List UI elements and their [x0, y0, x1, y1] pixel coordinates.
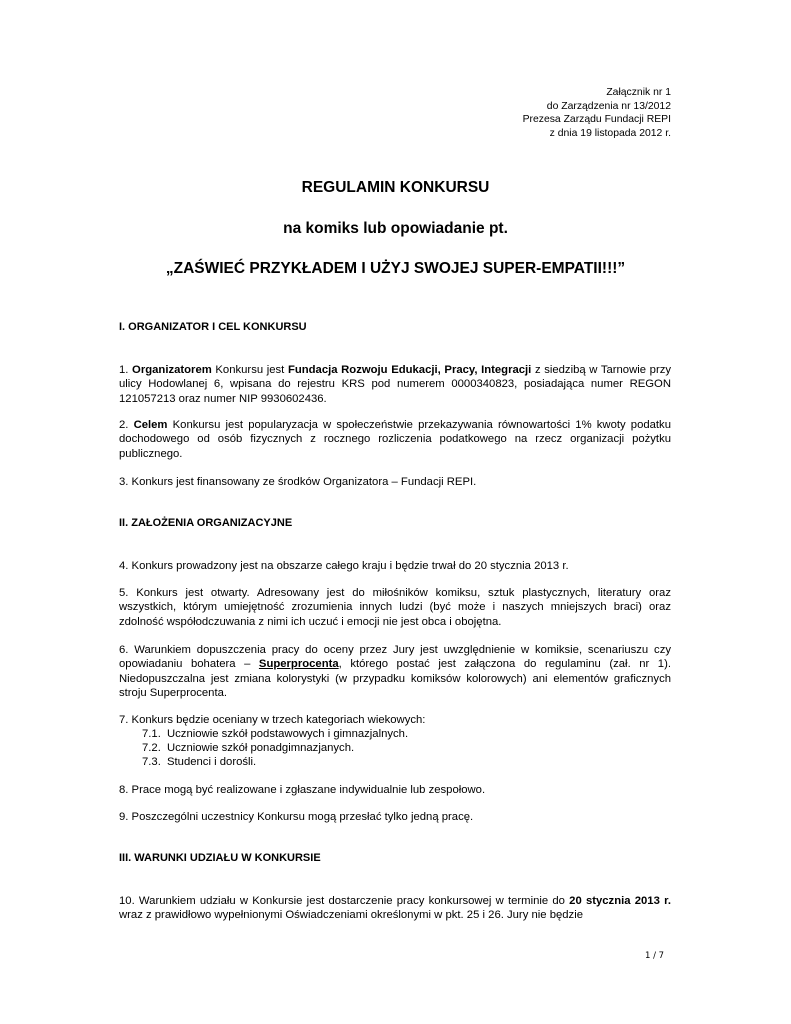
document-subtitle: na komiks lub opowiadanie pt. [283, 220, 508, 237]
list-item-text: Uczniowie szkół podstawowych i gimnazjalnych. [167, 728, 409, 740]
list-item [142, 727, 408, 741]
list-item-text: Uczniowie szkół ponadgimnazjanych. [167, 742, 355, 754]
section-heading-organization: II. ZAŁOŻENIA ORGANIZACYJNE [119, 517, 293, 529]
list-item [142, 755, 408, 769]
paragraph-2 [119, 418, 671, 461]
bold-text: Celem [133, 419, 168, 431]
text: Konkursu jest [211, 364, 288, 376]
text: 2. [119, 419, 134, 431]
age-category-list [142, 727, 408, 769]
paragraph-1 [119, 363, 671, 406]
text: 6. Warunkiem dopuszczenia pracy do oceny przez Jury jest uwzględnienie w komiksie, scenariuszu czy opowiadaniu bohatera – [119, 644, 671, 671]
list-item [142, 741, 408, 755]
paragraph-7: 7. Konkurs będzie oceniany w trzech kategoriach wiekowych: [119, 714, 426, 726]
paragraph-4: 4. Konkurs prowadzony jest na obszarze całego kraju i będzie trwał do 20 stycznia 2013 r. [119, 560, 569, 572]
text: z siedzibą w Tarnowie przy ulicy Hodowlanej 6, wpisana do rejestru KRS pod numerem 0000340823, posiadająca numer REGON 121057213 oraz numer NIP 9930602436. [119, 364, 672, 405]
header-line: Prezesa Zarządu Fundacji REPI [522, 114, 671, 126]
superprocent-name: Superprocenta [258, 658, 339, 671]
list-item-number: 7.2. [142, 742, 161, 754]
header-line: z dnia 19 listopada 2012 r. [549, 127, 671, 139]
text: 10. Warunkiem udziału w Konkursie jest dostarczenie pracy konkursowej w terminie do [119, 895, 570, 907]
bold-text: 20 stycznia 2013 r. [569, 895, 671, 907]
header-line: Załącznik nr 1 [606, 87, 671, 98]
text: Konkursu jest popularyzacja w społeczeństwie przekazywania równowartości 1% kwoty podatku dochodowego od osób fizycznych z rocznego rozliczenia podatkowego na rzecz organizacji pożytku publicznego. [119, 419, 671, 460]
paragraph-9: 9. Poszczególni uczestnicy Konkursu mogą przesłać tylko jedną pracę. [119, 811, 474, 823]
paragraph-6 [119, 643, 671, 701]
contest-name: „ZAŚWIEĆ PRZYKŁADEM I UŻYJ SWOJEJ SUPER-EMPATII!!!” [165, 260, 626, 277]
paragraph-5: 5. Konkurs jest otwarty. Adresowany jest do miłośników komiksu, sztuk plastycznych, literatury oraz wszystkich, którym umiejętność zrozumienia innych ludzi (być może i naszych mniejszych braci) oraz zdolność współodczuwania z nimi ich uczuć i emocji nie jest obca i obojętna. [119, 587, 671, 628]
bold-text: Fundacja Rozwoju Edukacji, Pracy, Integracji [287, 364, 532, 376]
header-line: do Zarządzenia nr 13/2012 [546, 100, 671, 112]
text: , którego postać jest załączona do regulaminu (zał. nr 1). Niedopuszczalna jest zmiana kolorystyki (w przypadku komiksów kolorowych) ani elementów graficznych stroju Superprocenta. [119, 658, 671, 700]
document-title: REGULAMIN KONKURSU [301, 179, 490, 196]
page-number: 1 / 7 [645, 951, 665, 961]
paragraph-10 [119, 894, 671, 923]
list-item-number: 7.3. [142, 756, 161, 768]
list-item-text: Studenci i dorośli. [167, 756, 257, 768]
bold-text: Organizatorem [132, 364, 212, 376]
list-item-number: 7.1. [142, 728, 161, 740]
text: wraz z prawidłowo wypełnionymi Oświadczeniami określonymi w pkt. 25 i 26. Jury nie będzie [119, 909, 583, 922]
paragraph-8: 8. Prace mogą być realizowane i zgłaszane indywidualnie lub zespołowo. [119, 784, 486, 796]
section-heading-conditions: III. WARUNKI UDZIAŁU W KONKURSIE [119, 852, 321, 864]
text: 1. [119, 364, 133, 376]
section-heading-organizer: I. ORGANIZATOR I CEL KONKURSU [119, 321, 307, 333]
attachment-header [523, 86, 671, 140]
paragraph-3: 3. Konkurs jest finansowany ze środków Organizatora – Fundacji REPI. [119, 476, 477, 488]
